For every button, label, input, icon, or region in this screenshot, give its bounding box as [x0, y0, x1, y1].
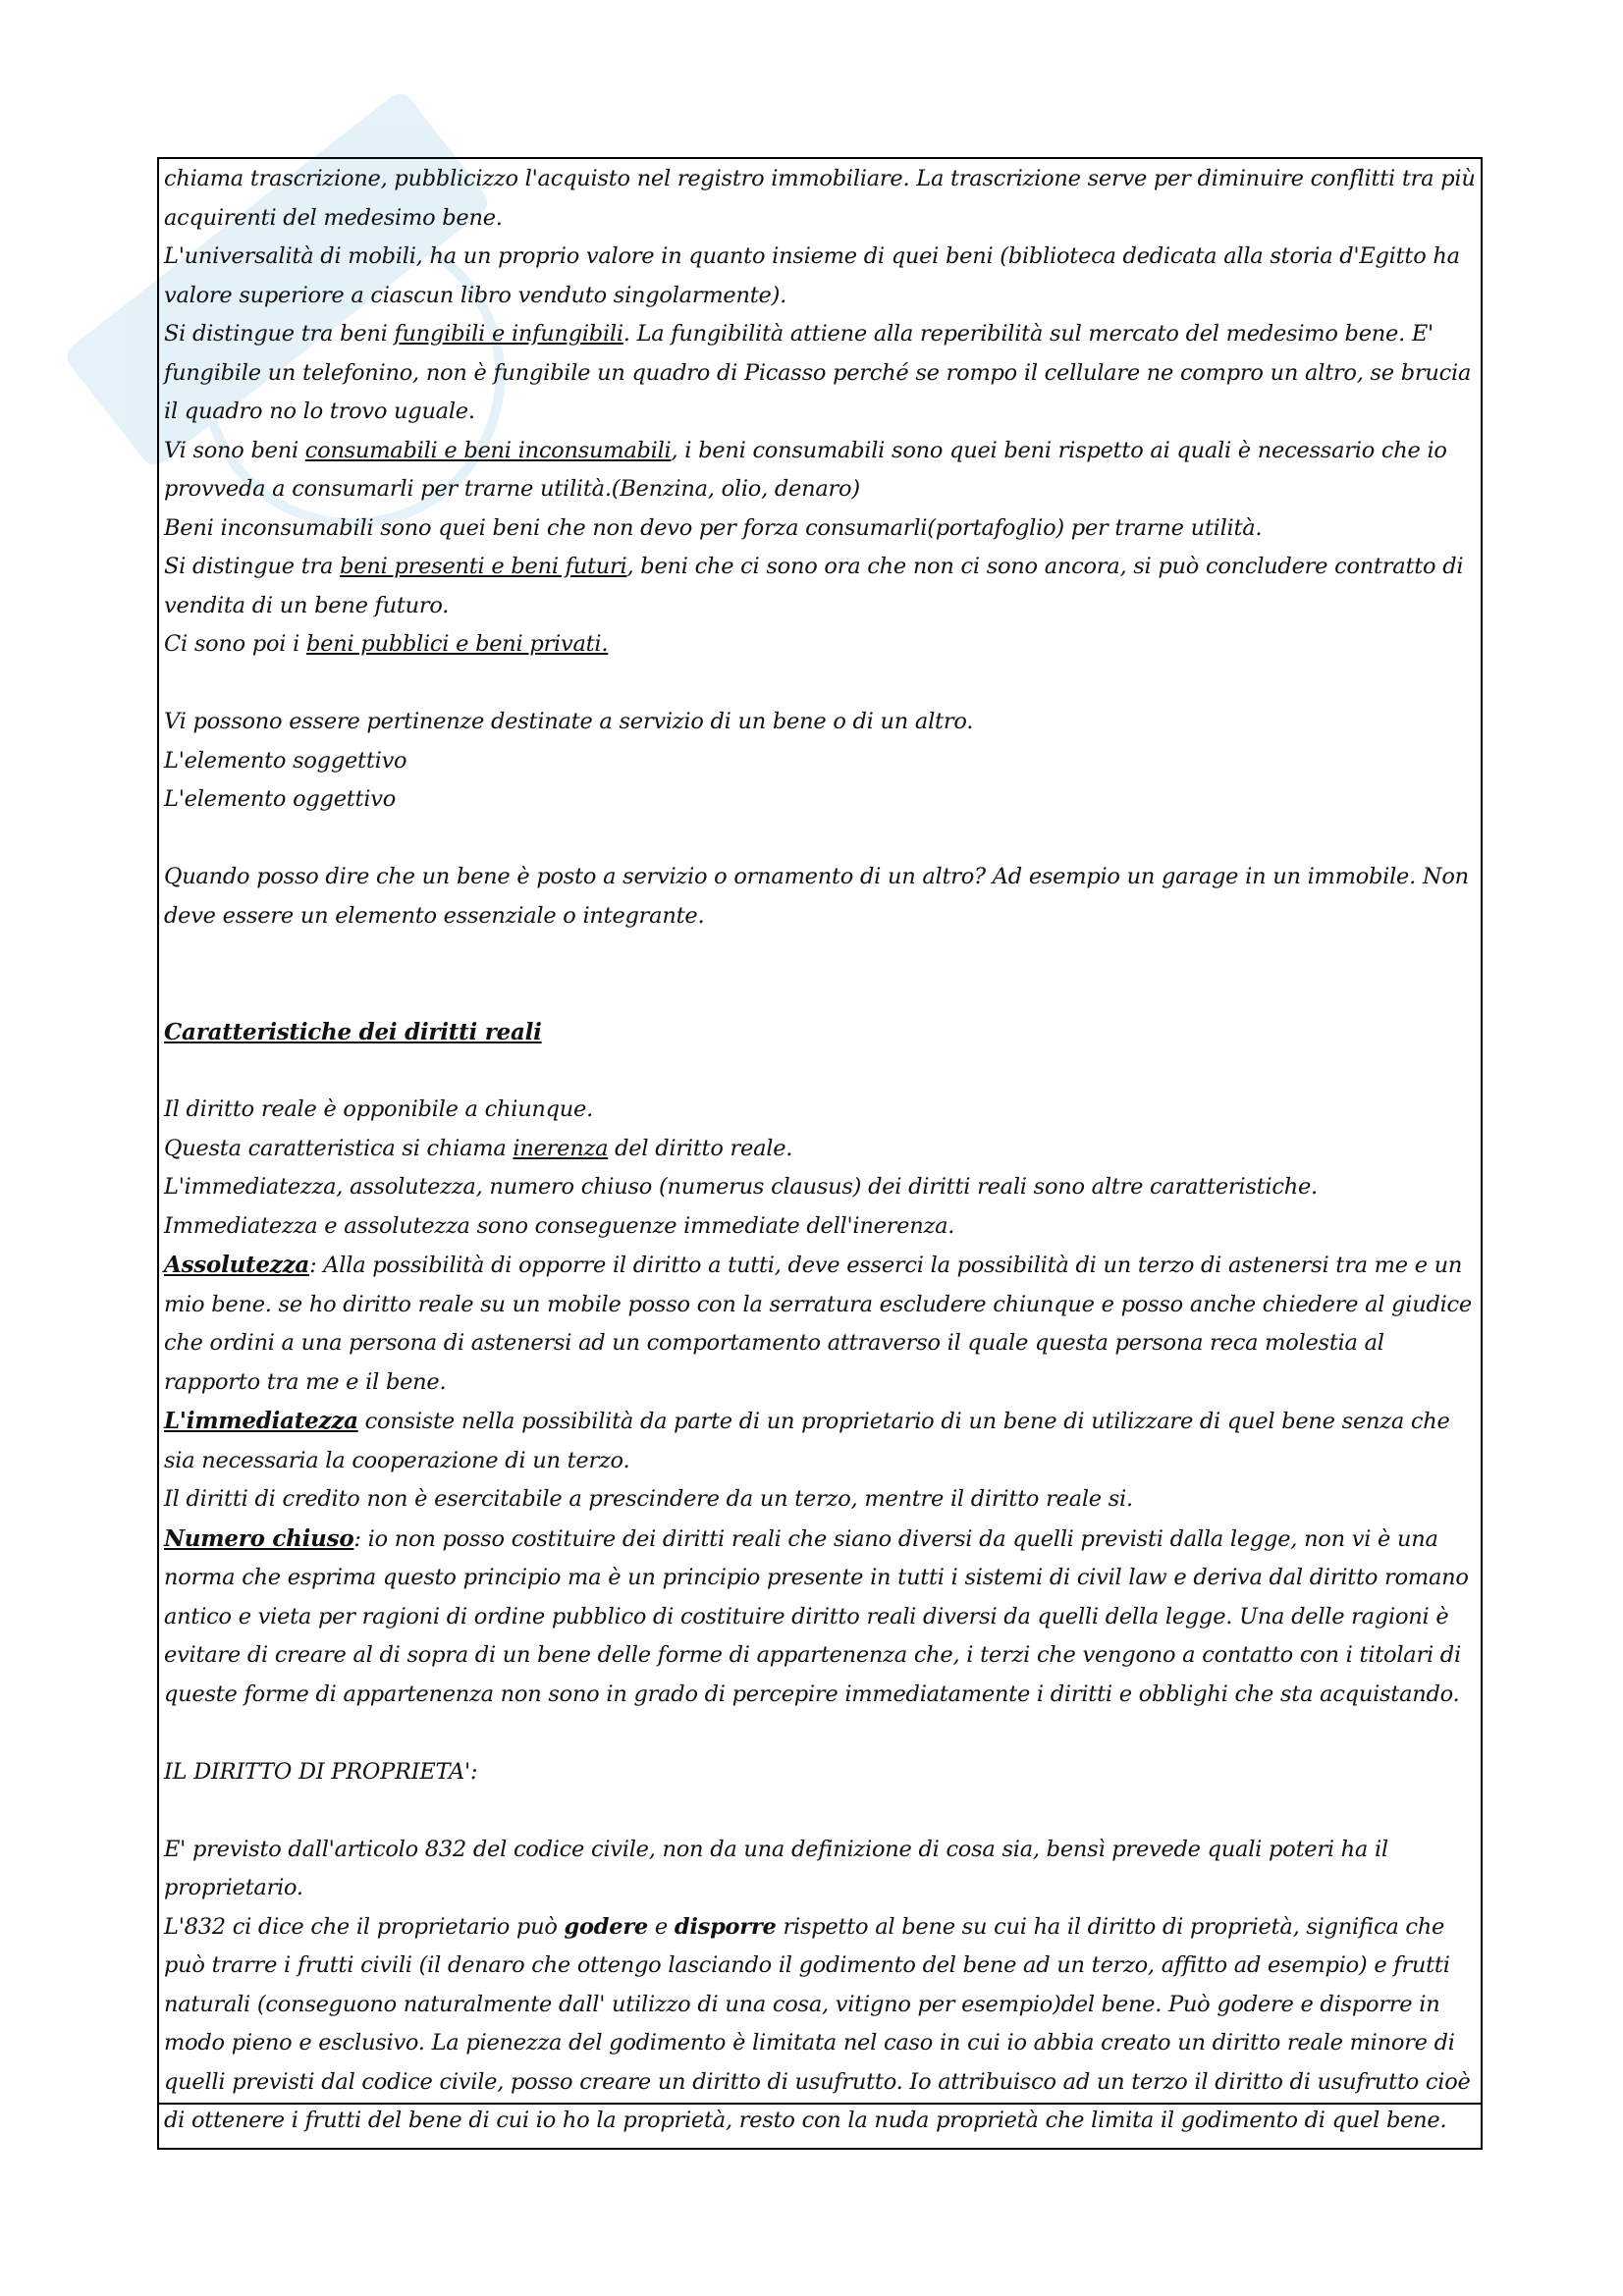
- paragraph: Il diritto reale è opponibile a chiunque.: [164, 1096, 593, 1122]
- paragraph: [164, 1908, 1480, 2141]
- text: Questa caratteristica si chiama: [164, 1135, 514, 1161]
- blank-line: [164, 1052, 1480, 1092]
- text: , i beni consumabili sono quei beni rispetto ai quali è necessario che io provveda a consumarli per trarne utilità.(Benzina, olio, denaro): [164, 437, 1447, 502]
- paragraph: [164, 625, 1480, 665]
- section-heading: Caratteristiche dei diritti reali: [164, 1019, 542, 1045]
- paragraph: Il diritti di credito non è esercitabile a prescindere da un terzo, mentre il diritto reale si.: [164, 1486, 1133, 1512]
- section-heading: IL DIRITTO DI PROPRIETA':: [164, 1758, 478, 1785]
- paragraph: [164, 1246, 1480, 1402]
- paragraph: [164, 1520, 1480, 1715]
- blank-line: [164, 665, 1480, 704]
- blank-line: [164, 975, 1480, 1014]
- paragraph: Immediatezza e assolutezza sono conseguenze immediate dell'inerenza.: [164, 1212, 955, 1239]
- paragraph: E' previsto dall'articolo 832 del codice civile, non da una definizione di cosa sia, bensì prevede quali poteri ha il proprietario.: [164, 1836, 1388, 1900]
- text: consiste nella possibilità da parte di un proprietario di un bene di utilizzare di quel bene senza che sia necessaria la cooperazione di un terzo.: [164, 1409, 1450, 1473]
- text: e: [648, 1913, 675, 1940]
- text: Vi sono beni: [164, 437, 305, 463]
- text: rispetto al bene su cui ha il diritto di proprietà, significa che può trarre i frutti civili (il denaro che ottengo lasciando il godimento del bene ad un terzo, affitto ad esempio) e frutti naturali (conseguono naturalmente dall' utilizzo di una cosa, vitigno per esempio)del bene. Può godere e disporre in modo pieno e esclusivo. La pienezza del godimento è limitata nel caso in cui io abbia creato un diritto reale minore di quelli previsti dal codice civile, posso creare un diritto di usufrutto. Io attribuisco ad un terzo il diritto di usufrutto cioè di ottenere i frutti del bene di cui io ho la proprietà, resto con la nuda proprietà che limita il godimento di quel bene.: [164, 1913, 1471, 2133]
- text: : Alla possibilità di opporre il diritto a tutti, deve esserci la possibilità di un terzo di astenersi tra me e un mio bene. se ho diritto reale su un mobile posso con la serratura escludere chiunque e posso anche chiedere al giudice che ordini a una persona di astenersi ad un comportamento attraverso il quale questa persona reca molestia al rapporto tra me e il bene.: [164, 1253, 1472, 1395]
- paragraph: L'elemento oggettivo: [164, 786, 397, 812]
- blank-line: [164, 1791, 1480, 1831]
- text: : io non posso costituire dei diritti reali che siano diversi da quelli previsti dalla legge, non vi è una norma che esprima questo principio ma è un principio presente in tutti i sistemi di civil law e deriva dal diritto romano antico e vieta per ragioni di ordine pubblico di costituire diritto reali diversi da quelli della legge. Una delle ragioni è evitare di creare al di sopra di un bene delle forme di appartenenza che, i terzi che vengono a contatto con i titolari di queste forme di appartenenza non sono in grado di percepire immediatamente i diritti e obblighi che sta acquistando.: [164, 1525, 1469, 1707]
- paragraph: [164, 1402, 1480, 1480]
- term-heading: L'immediatezza: [164, 1408, 358, 1434]
- text: . La fungibilità attiene alla reperibilità sul mercato del medesimo bene. E' fungibile un telefonino, non è fungibile un quadro di Picasso perché se rompo il cellulare ne compro un altro, se brucia il quadro no lo trovo uguale.: [164, 321, 1472, 424]
- text: Si distingue tra beni: [164, 321, 395, 347]
- text: Si distingue tra: [164, 554, 341, 579]
- text: L'832 ci dice che il proprietario può: [164, 1913, 565, 1940]
- term-heading: Assolutezza: [164, 1252, 310, 1278]
- text: del diritto reale.: [608, 1135, 793, 1161]
- emphasis-term: disporre: [674, 1913, 777, 1940]
- paragraph: [164, 432, 1480, 509]
- document-body: [164, 160, 1480, 2141]
- paragraph: Beni inconsumabili sono quei beni che non devo per forza consumarli(portafoglio) per trarne utilità.: [164, 514, 1263, 541]
- paragraph: L'universalità di mobili, ha un proprio valore in quanto insieme di quei beni (biblioteca dedicata alla storia d'Egitto ha valore superiore a ciascun libro venduto singolarmente).: [164, 243, 1460, 308]
- blank-line: [164, 820, 1480, 859]
- paragraph: L'elemento soggettivo: [164, 747, 407, 774]
- paragraph: [164, 1130, 1480, 1169]
- underlined-term: beni presenti e beni futuri: [340, 554, 627, 579]
- paragraph: Vi possono essere pertinenze destinate a servizio di un bene o di un altro.: [164, 709, 974, 734]
- paragraph: Quando posso dire che un bene è posto a servizio o ornamento di un altro? Ad esempio un garage in un immobile. Non deve essere un elemento essenziale o integrante.: [164, 864, 1469, 929]
- paragraph: [164, 315, 1480, 432]
- text: , beni che ci sono ora che non ci sono ancora, si può concludere contratto di vendita di un bene futuro.: [164, 554, 1464, 618]
- blank-line: [164, 1714, 1480, 1753]
- text: Ci sono poi i: [164, 631, 306, 657]
- paragraph: [164, 548, 1480, 625]
- paragraph: L'immediatezza, assolutezza, numero chiuso (numerus clausus) dei diritti reali sono altre caratteristiche.: [164, 1174, 1318, 1200]
- blank-line: [164, 935, 1480, 975]
- underlined-term: fungibili e infungibili: [394, 321, 623, 347]
- underlined-term: inerenza: [513, 1135, 609, 1161]
- term-heading: Numero chiuso: [164, 1524, 354, 1552]
- underlined-term: consumabili e beni inconsumabili: [304, 437, 672, 463]
- emphasis-term: godere: [564, 1913, 648, 1940]
- paragraph: chiama trascrizione, pubblicizzo l'acquisto nel registro immobiliare. La trascrizione serve per diminuire conflitti tra più acquirenti del medesimo bene.: [164, 166, 1476, 231]
- underlined-term: beni pubblici e beni privati.: [306, 631, 609, 657]
